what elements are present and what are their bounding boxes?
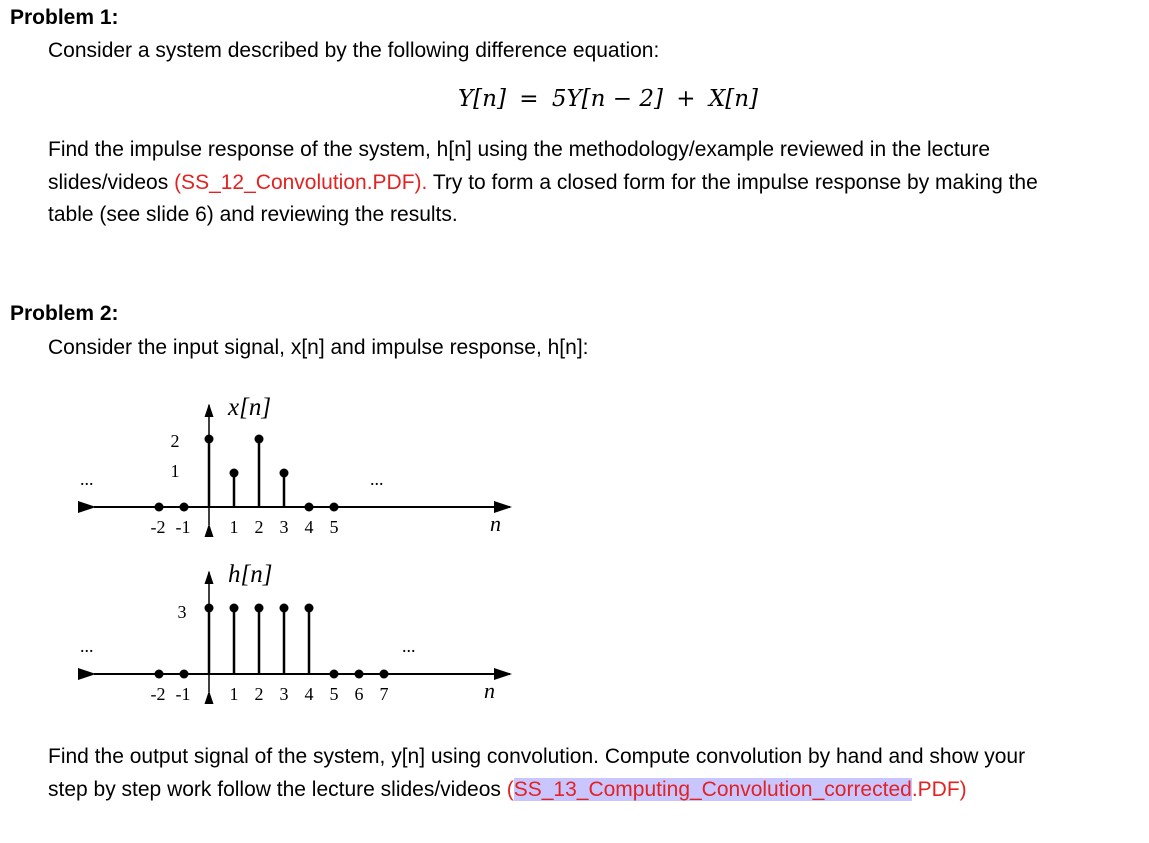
x-xtick-label: -2 — [150, 517, 166, 537]
lecture-reference-ss12: (SS_12_Convolution.PDF). — [174, 170, 428, 194]
problem2-closing — [48, 741, 1025, 806]
equation-plus: + — [676, 86, 696, 112]
h-axis-label: n — [484, 678, 495, 703]
x-stem-point — [255, 435, 264, 444]
problem1-body-line2 — [48, 167, 1038, 200]
x-right-ellipsis: ... — [370, 469, 384, 489]
h-stem-point — [380, 670, 389, 679]
x-axis-label: n — [490, 511, 501, 536]
problem1-body-line2-end: Try to form a closed form for the impulse response by making the — [427, 170, 1038, 194]
problem2-heading: Problem 2: — [10, 302, 119, 325]
equation-equals: = — [519, 86, 539, 112]
equation-lhs: Y[n] — [458, 86, 506, 112]
problem1-intro: Consider a system described by the following difference equation: — [48, 39, 660, 62]
h-stem-point — [180, 670, 189, 679]
h-stem-point — [330, 670, 339, 679]
h-right-ellipsis: ... — [402, 636, 416, 656]
equation-term2: X[n] — [708, 86, 759, 112]
x-stem-point — [230, 469, 239, 478]
x-xtick-label: 3 — [279, 517, 289, 537]
h-ytick-3: 3 — [177, 602, 187, 622]
x-plot-title: x[n] — [228, 394, 272, 421]
h-stem-point — [280, 604, 289, 613]
x-stem-point — [280, 469, 289, 478]
problem2-closing-line2 — [48, 774, 1025, 807]
equation-term1: 5Y[n − 2] — [551, 86, 663, 112]
h-stem-point — [230, 604, 239, 613]
x-xtick-label: 5 — [329, 517, 339, 537]
highlighted-reference: SS_13_Computing_Convolution_corrected — [513, 777, 912, 801]
h-xtick-label: -2 — [150, 684, 166, 704]
h-xtick-label: 4 — [304, 684, 314, 704]
h-signal-plot — [70, 552, 530, 712]
h-xtick-label: 6 — [354, 684, 364, 704]
x-stem-point — [330, 503, 339, 512]
h-stem-point — [155, 670, 164, 679]
x-stem-point — [155, 503, 164, 512]
problem1-heading: Problem 1: — [10, 6, 119, 29]
problem2-intro: Consider the input signal, x[n] and impulse response, h[n]: — [48, 336, 589, 359]
problem2-closing-line1: Find the output signal of the system, y[n] using convolution. Compute convolution by hand and show your — [48, 745, 1026, 768]
h-stem-point — [355, 670, 364, 679]
h-xtick-label: 2 — [254, 684, 264, 704]
x-left-ellipsis: ... — [80, 469, 94, 489]
h-xtick-label: 1 — [229, 684, 239, 704]
lecture-reference-ss13 — [507, 778, 967, 801]
h-stem-point — [255, 604, 264, 613]
problem1-body — [48, 134, 1038, 232]
h-xtick-label: 3 — [279, 684, 289, 704]
ref-close: .PDF) — [911, 777, 967, 801]
difference-equation — [458, 86, 758, 112]
h-xtick-label: 5 — [329, 684, 339, 704]
x-xtick-label: 1 — [229, 517, 239, 537]
x-stem-point — [180, 503, 189, 512]
problem2-closing-line2-start: step by step work follow the lecture slides/videos — [48, 777, 507, 801]
problem1-body-line3: table (see slide 6) and reviewing the results. — [48, 203, 458, 226]
h-xtick-label: 7 — [379, 684, 389, 704]
h-xtick-label: -1 — [175, 684, 191, 704]
ref-open: ( — [506, 777, 514, 801]
x-ytick-1: 1 — [170, 461, 180, 481]
h-stem-point — [205, 604, 214, 613]
h-stem-point — [305, 604, 314, 613]
x-xtick-label: 2 — [254, 517, 264, 537]
x-ytick-2: 2 — [170, 431, 180, 451]
x-xtick-label: 4 — [304, 517, 314, 537]
problem1-body-line2-start: slides/videos — [48, 170, 175, 194]
x-signal-plot — [70, 385, 530, 545]
x-stem-point — [305, 503, 314, 512]
x-xtick-label: -1 — [175, 517, 191, 537]
problem1-body-line1: Find the impulse response of the system, h[n] using the methodology/example reviewed in the lecture — [48, 138, 991, 161]
h-left-ellipsis: ... — [80, 636, 94, 656]
h-plot-title: h[n] — [228, 561, 273, 588]
x-stem-point — [205, 435, 214, 444]
